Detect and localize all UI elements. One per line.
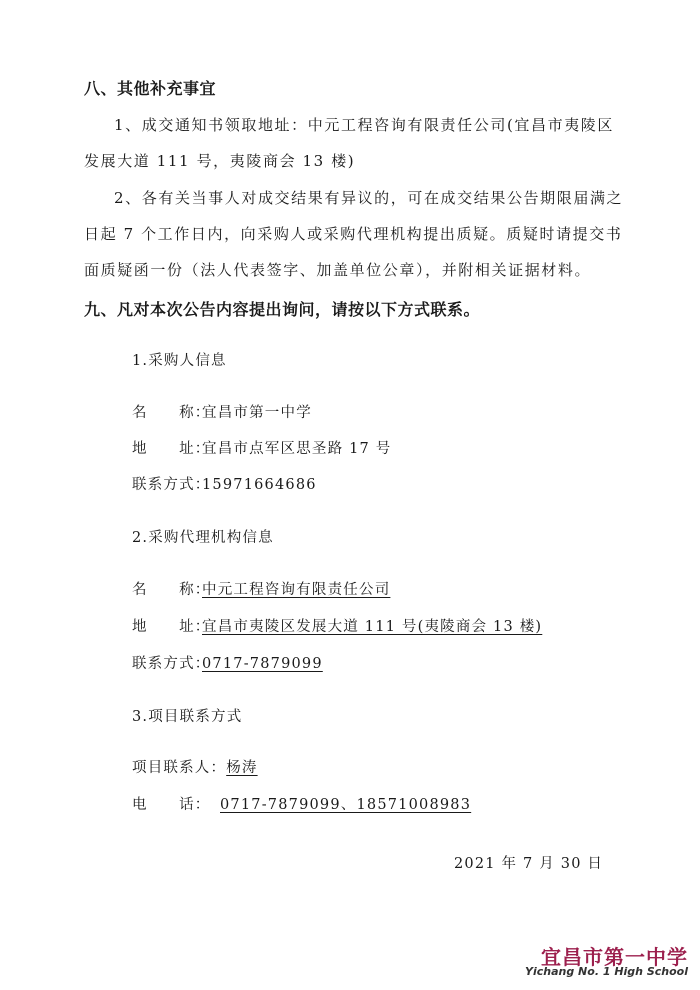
project-phone-row: [132, 793, 471, 814]
purchaser-title: 1.采购人信息: [132, 353, 227, 369]
agency-address-value: 宜昌市夷陵区发展大道 111 号(夷陵商会 13 楼): [202, 619, 543, 635]
section-8-item-2-line-2: 日起 7 个工作日内，向采购人或采购代理机构提出质疑。质疑时请提交书: [84, 225, 623, 243]
document-date: 2021 年 7 月 30 日: [454, 856, 604, 872]
agency-name-row: [132, 578, 390, 599]
section-8-item-2-line-1: 2、各有关当事人对成交结果有异议的，可在成交结果公告期限届满之: [114, 189, 624, 207]
purchaser-address-value: 宜昌市点军区思圣路 17 号: [202, 441, 392, 457]
project-person-row: [132, 756, 258, 777]
section-8-item-2-line-3: 面质疑函一份（法人代表签字、加盖单位公章），并附相关证据材料。: [84, 261, 592, 279]
agency-address-row: [132, 615, 542, 636]
section-9-heading: 九、凡对本次公告内容提出询问，请按以下方式联系。: [84, 300, 481, 319]
purchaser-contact-row: [132, 473, 317, 494]
project-phone-label: 电 话：: [132, 797, 211, 813]
purchaser-address-row: [132, 437, 391, 458]
agency-contact-value: 0717-7879099: [202, 656, 323, 672]
agency-name-value: 中元工程咨询有限责任公司: [202, 582, 391, 598]
purchaser-address-label: 地 址：: [132, 441, 211, 457]
purchaser-contact-value: 15971664686: [202, 477, 317, 493]
project-phone-value: 0717-7879099、18571008983: [220, 797, 472, 813]
project-title: 3.项目联系方式: [132, 709, 243, 725]
school-logo-english: Yichang No. 1 High School: [525, 965, 688, 978]
purchaser-name-label: 名 称：: [132, 405, 211, 421]
agency-name-label: 名 称：: [132, 582, 211, 598]
project-person-value: 杨涛: [226, 760, 258, 776]
agency-address-label: 地 址：: [132, 619, 211, 635]
section-8-item-1-line-2: 发展大道 111 号，夷陵商会 13 楼): [84, 152, 356, 170]
project-person-label: 项目联系人：: [132, 760, 227, 776]
school-logo-chinese: 宜昌市第一中学: [541, 945, 688, 969]
agency-contact-row: [132, 652, 323, 673]
agency-title: 2.采购代理机构信息: [132, 530, 274, 546]
section-8-item-1-line-1: 1、成交通知书领取地址：中元工程咨询有限责任公司(宜昌市夷陵区: [114, 116, 614, 134]
purchaser-name-value: 宜昌市第一中学: [202, 405, 312, 421]
agency-contact-label: 联系方式：: [132, 656, 211, 672]
section-8-heading: 八、其他补充事宜: [84, 79, 217, 98]
purchaser-name-row: [132, 401, 312, 422]
purchaser-contact-label: 联系方式：: [132, 477, 211, 493]
